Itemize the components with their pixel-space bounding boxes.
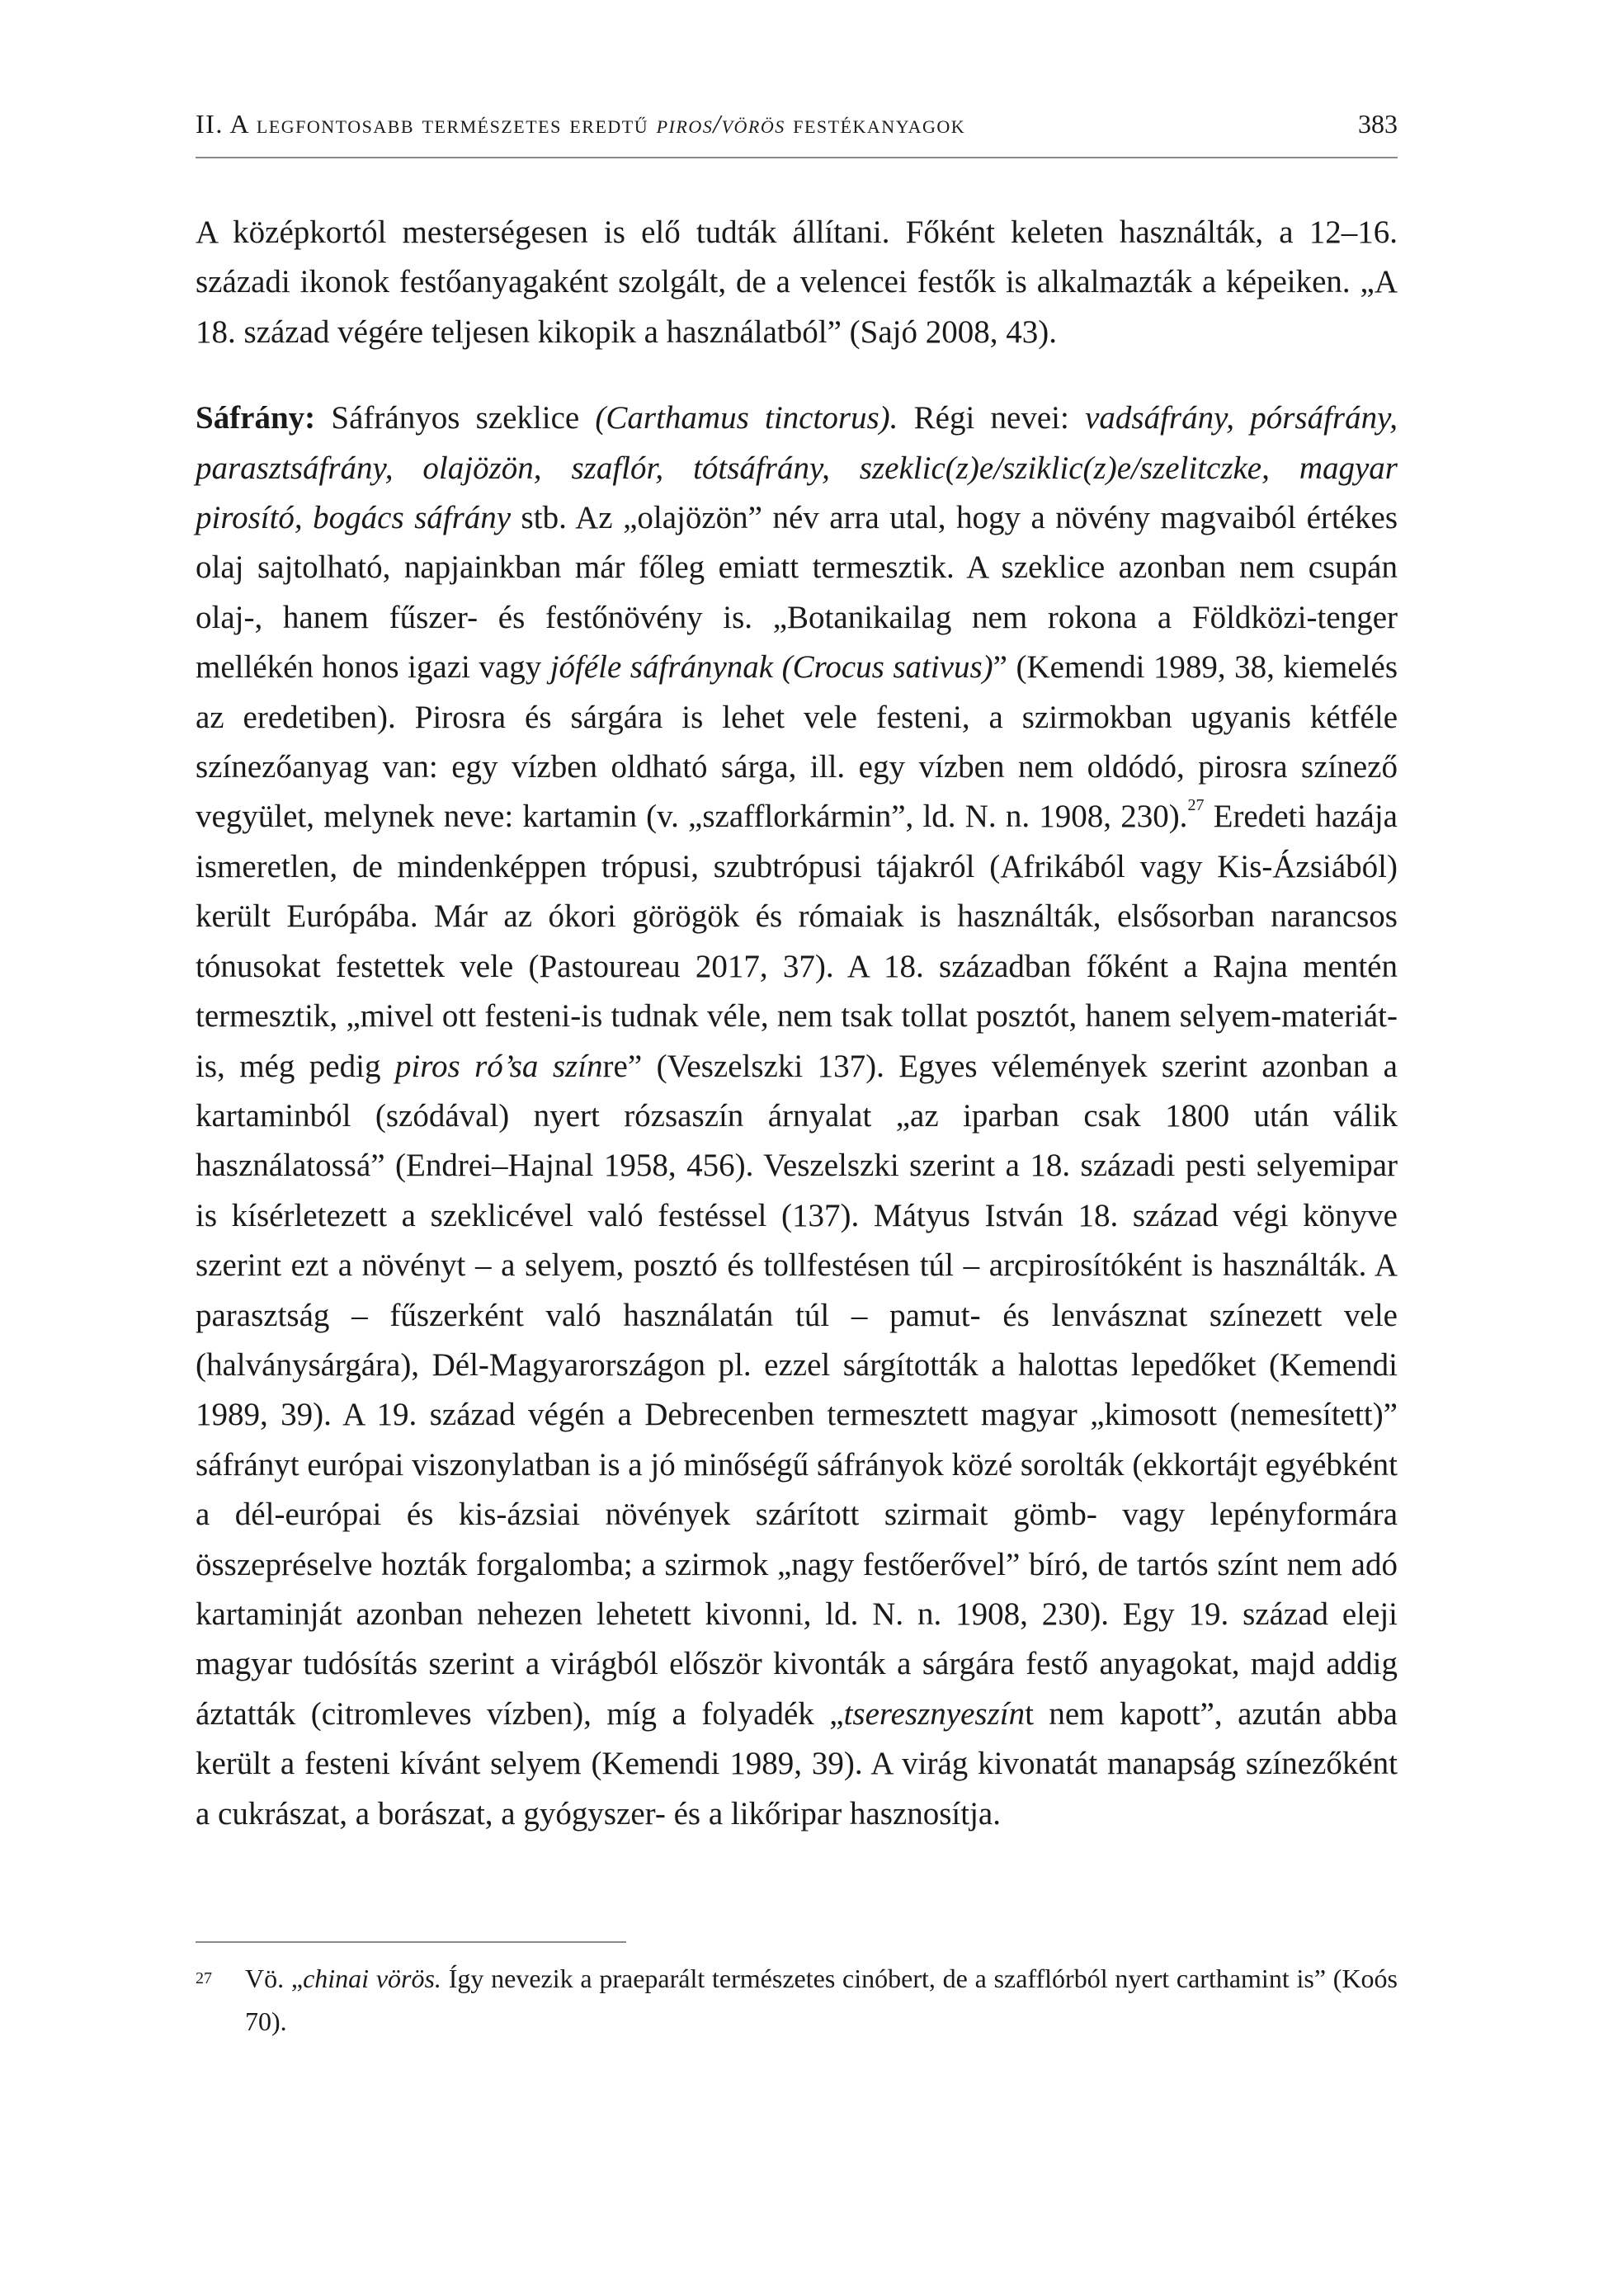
footnote-divider	[196, 1941, 626, 1943]
old-names: vadsáfrány, pórsáfrány, parasztsáfrány, olajözön, szaflór, tótsáfrány, szeklic(z)e/sziklic(z)e/szelitczke, magyar pirosító, bogács sáfrány	[196, 400, 1398, 536]
page-number: 383	[1358, 109, 1398, 139]
entry-term: Sáfrány:	[196, 400, 316, 436]
running-head	[196, 109, 1398, 158]
footnote-text: Vö. „chinai vörös. Így nevezik a praeparált természetes cinóbert, de a szafflórból nyert carthamint is” (Koós 70).	[245, 1964, 1398, 2036]
chapter-title: II. A legfontosabb természetes eredtű piros/vörös festékanyagok	[196, 109, 966, 139]
footnote-reference[interactable]: 27	[1187, 796, 1205, 815]
paragraph-safrany: Sáfrány: Sáfrányos szeklice (Carthamus tinctorus). Régi nevei: vadsáfrány, pórsáfrány, parasztsáfrány, olajözön, szaflór, tótsáfrány, szeklic(z)e/sziklic(z)e/szelitczke, magyar pirosító, bogács sáfrány stb. Az „olajözön” név arra utal, hogy a növény magvaiból értékes olaj sajtolható, napjainkban már főleg emiatt termesztik. A szeklice azonban nem csupán olaj-, hanem fűszer- és festőnövény is. „Botanikailag nem rokona a Földközi-tenger mellékén honos igazi vagy jóféle sáfránynak (Crocus sativus)” (Kemendi 1989, 38, kiemelés az eredetiben). Pirosra és sárgára is lehet vele festeni, a szirmokban ugyanis kétféle színezőanyag van: egy vízben oldható sárga, ill. egy vízben nem oldódó, pirosra színező vegyület, melynek neve: kartamin (v. „szafflorkármin”, ld. N. n. 1908, 230).$^{27}$ Eredeti hazája ismeretlen, de mindenképpen trópusi, szubtrópusi tájakról (Afrikából vagy Kis-Ázsiából) került Európába. Már az ókori görögök és rómaiak is használták, elsősorban narancsos tónusokat festettek vele (Pastoureau 2017, 37). A 18. században főként a Rajna mentén termesztik, „mivel ott festeni-is tudnak véle, nem tsak tollat posztót, hanem selyem-materiát-is, még pedig piros ró’sa színre” (Veszelszki 137). Egyes vélemények szerint azonban a kartaminból (szódával) nyert rózsaszín árnyalat „az iparban csak 1800 után válik használatossá” (Endrei–Hajnal 1958, 456). Veszelszki szerint a 18. századi pesti selyemipar is kísérletezett a szeklicével való festéssel (137). Mátyus István 18. század végi könyve szerint ezt a növényt – a selyem, posztó és tollfestésen túl – arcpirosítóként is használták. A parasztság – fűszerként való használatán túl – pamut- és lenvásznat színezett vele (halványsárgára), Dél-Magyarországon pl. ezzel sárgították a halottas lepedőket (Kemendi 1989, 39). A 19. század végén a Debrecenben termesztett magyar „kimosott (nemesített)” sáfrányt európai viszonylatban is a jó minőségű sáfrányok közé sorolták (ekkortájt egyébként a dél-európai és kis-ázsiai növények szárított szirmait gömb- vagy lepényformára összepréselve hozták forgalomba; a szirmok „nagy festőerővel” bíró, de tartós színt nem adó kartaminját azonban nehezen lehetett kivonni, ld. N. n. 1908, 230). Egy 19. század eleji magyar tudósítás szerint a virágból először kivonták a sárgára festő anyagokat, majd addig áztatták (citromleves vízben), míg a folyadék „tseresznyeszínt nem kapott”, azután abba került a festeni kívánt selyem (Kemendi 1989, 39). A virág kivonatát manapság színezőként a cukrászat, a borászat, a gyógyszer- és a likőripar hasznosítja.	[196, 400, 1398, 1832]
footnote-number: 27	[196, 1969, 212, 1987]
footnote	[196, 1957, 1398, 2043]
body-text	[196, 208, 1398, 1839]
paragraph-continuation: A középkortól mesterségesen is elő tudták állítani. Főként keleten használták, a 12–16. századi ikonok festőanyagaként szolgált, de a velencei festők is alkalmazták a képeiken. „A 18. század végére teljesen kikopik a használatból” (Sajó 2008, 43).	[196, 215, 1398, 350]
